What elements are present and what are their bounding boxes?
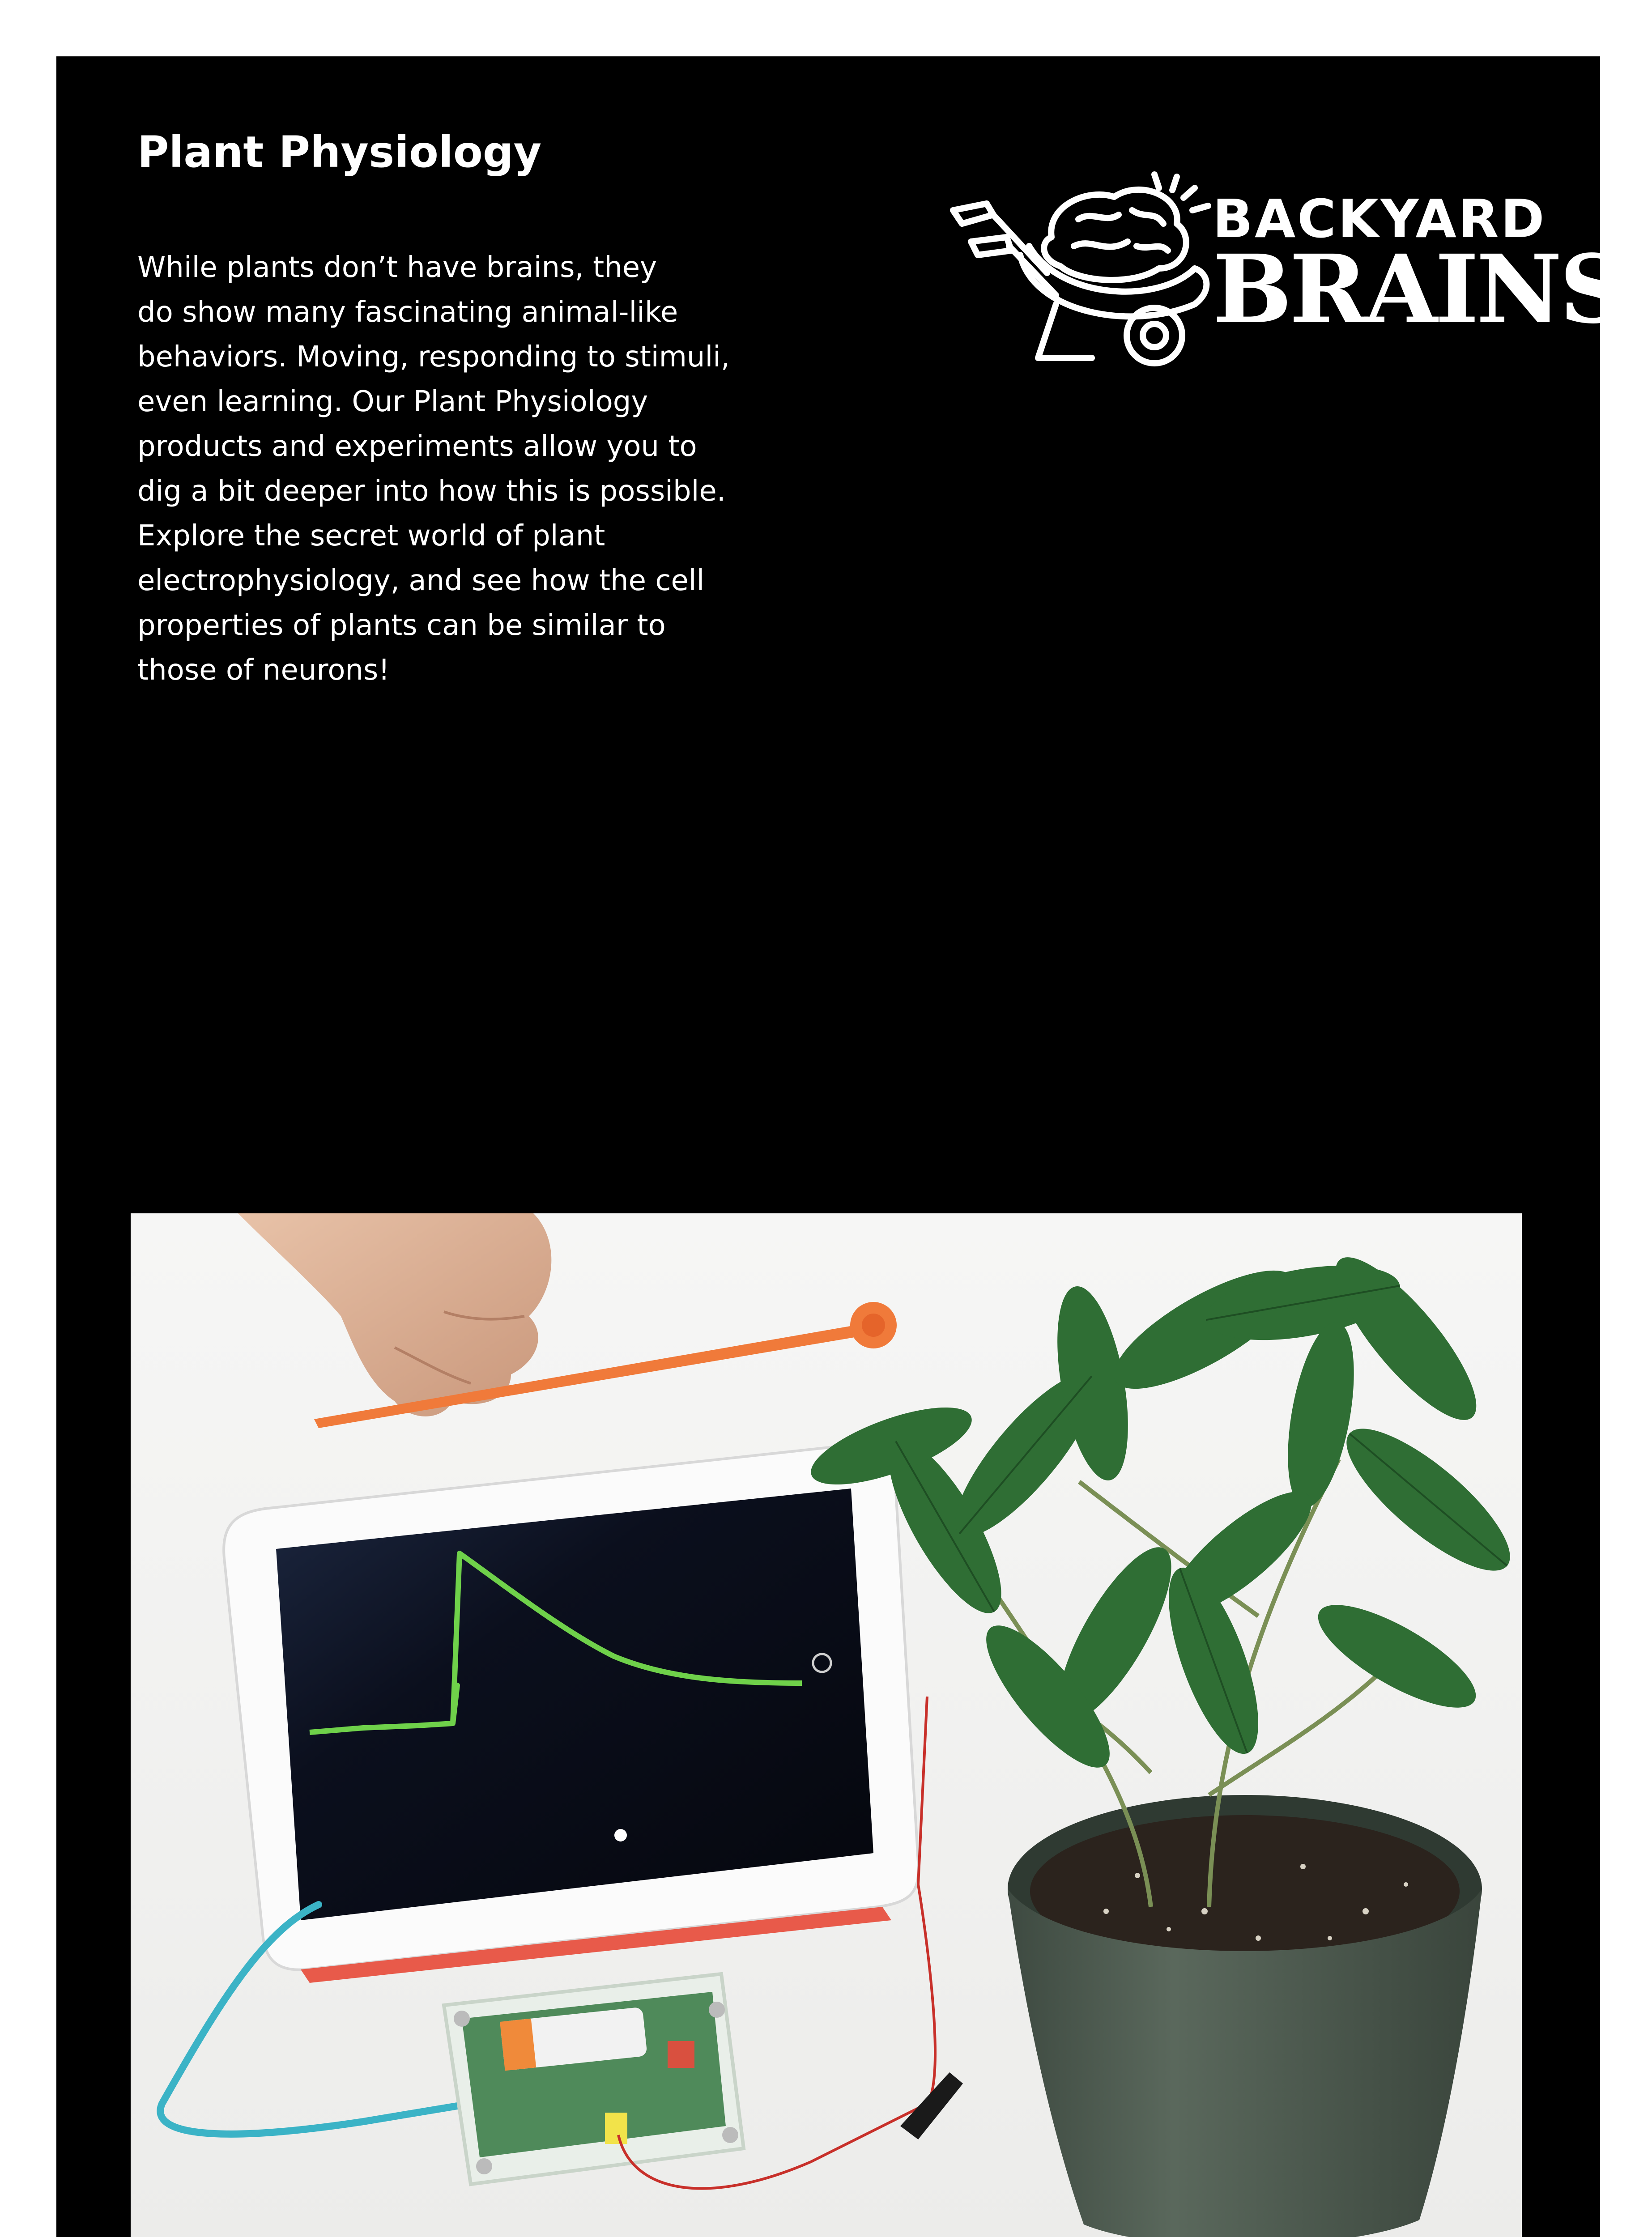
logo-line1: BACKYARD [1213,188,1546,250]
description-line: While plants don’t have brains, they [137,251,657,284]
plant-experiment-photo [131,1213,1522,2237]
description-line: dig a bit deeper into how this is possible. [137,475,726,508]
plant-experiment-illustration [131,1213,1522,2237]
wheelbarrow-brain-icon [944,170,1625,380]
description-line: even learning. Our Plant Physiology [137,385,648,418]
logo-line2: BRAINS [1213,234,1625,344]
description-text [137,245,732,693]
description-line: those of neurons! [137,654,390,687]
spikerbox-board [444,1974,744,2184]
page-title: Plant Physiology [137,127,542,177]
backyard-brains-logo [944,170,1625,380]
plant-pot [1008,1795,1482,2237]
description-line: do show many fascinating animal-like [137,296,678,329]
description-line: properties of plants can be similar to [137,609,666,642]
description-line: electrophysiology, and see how the cell [137,564,705,597]
description-line: products and experiments allow you to [137,430,697,463]
tablet [224,1446,918,1983]
description-line: Explore the secret world of plant [137,519,605,553]
description-line: behaviors. Moving, responding to stimuli, [137,340,730,374]
